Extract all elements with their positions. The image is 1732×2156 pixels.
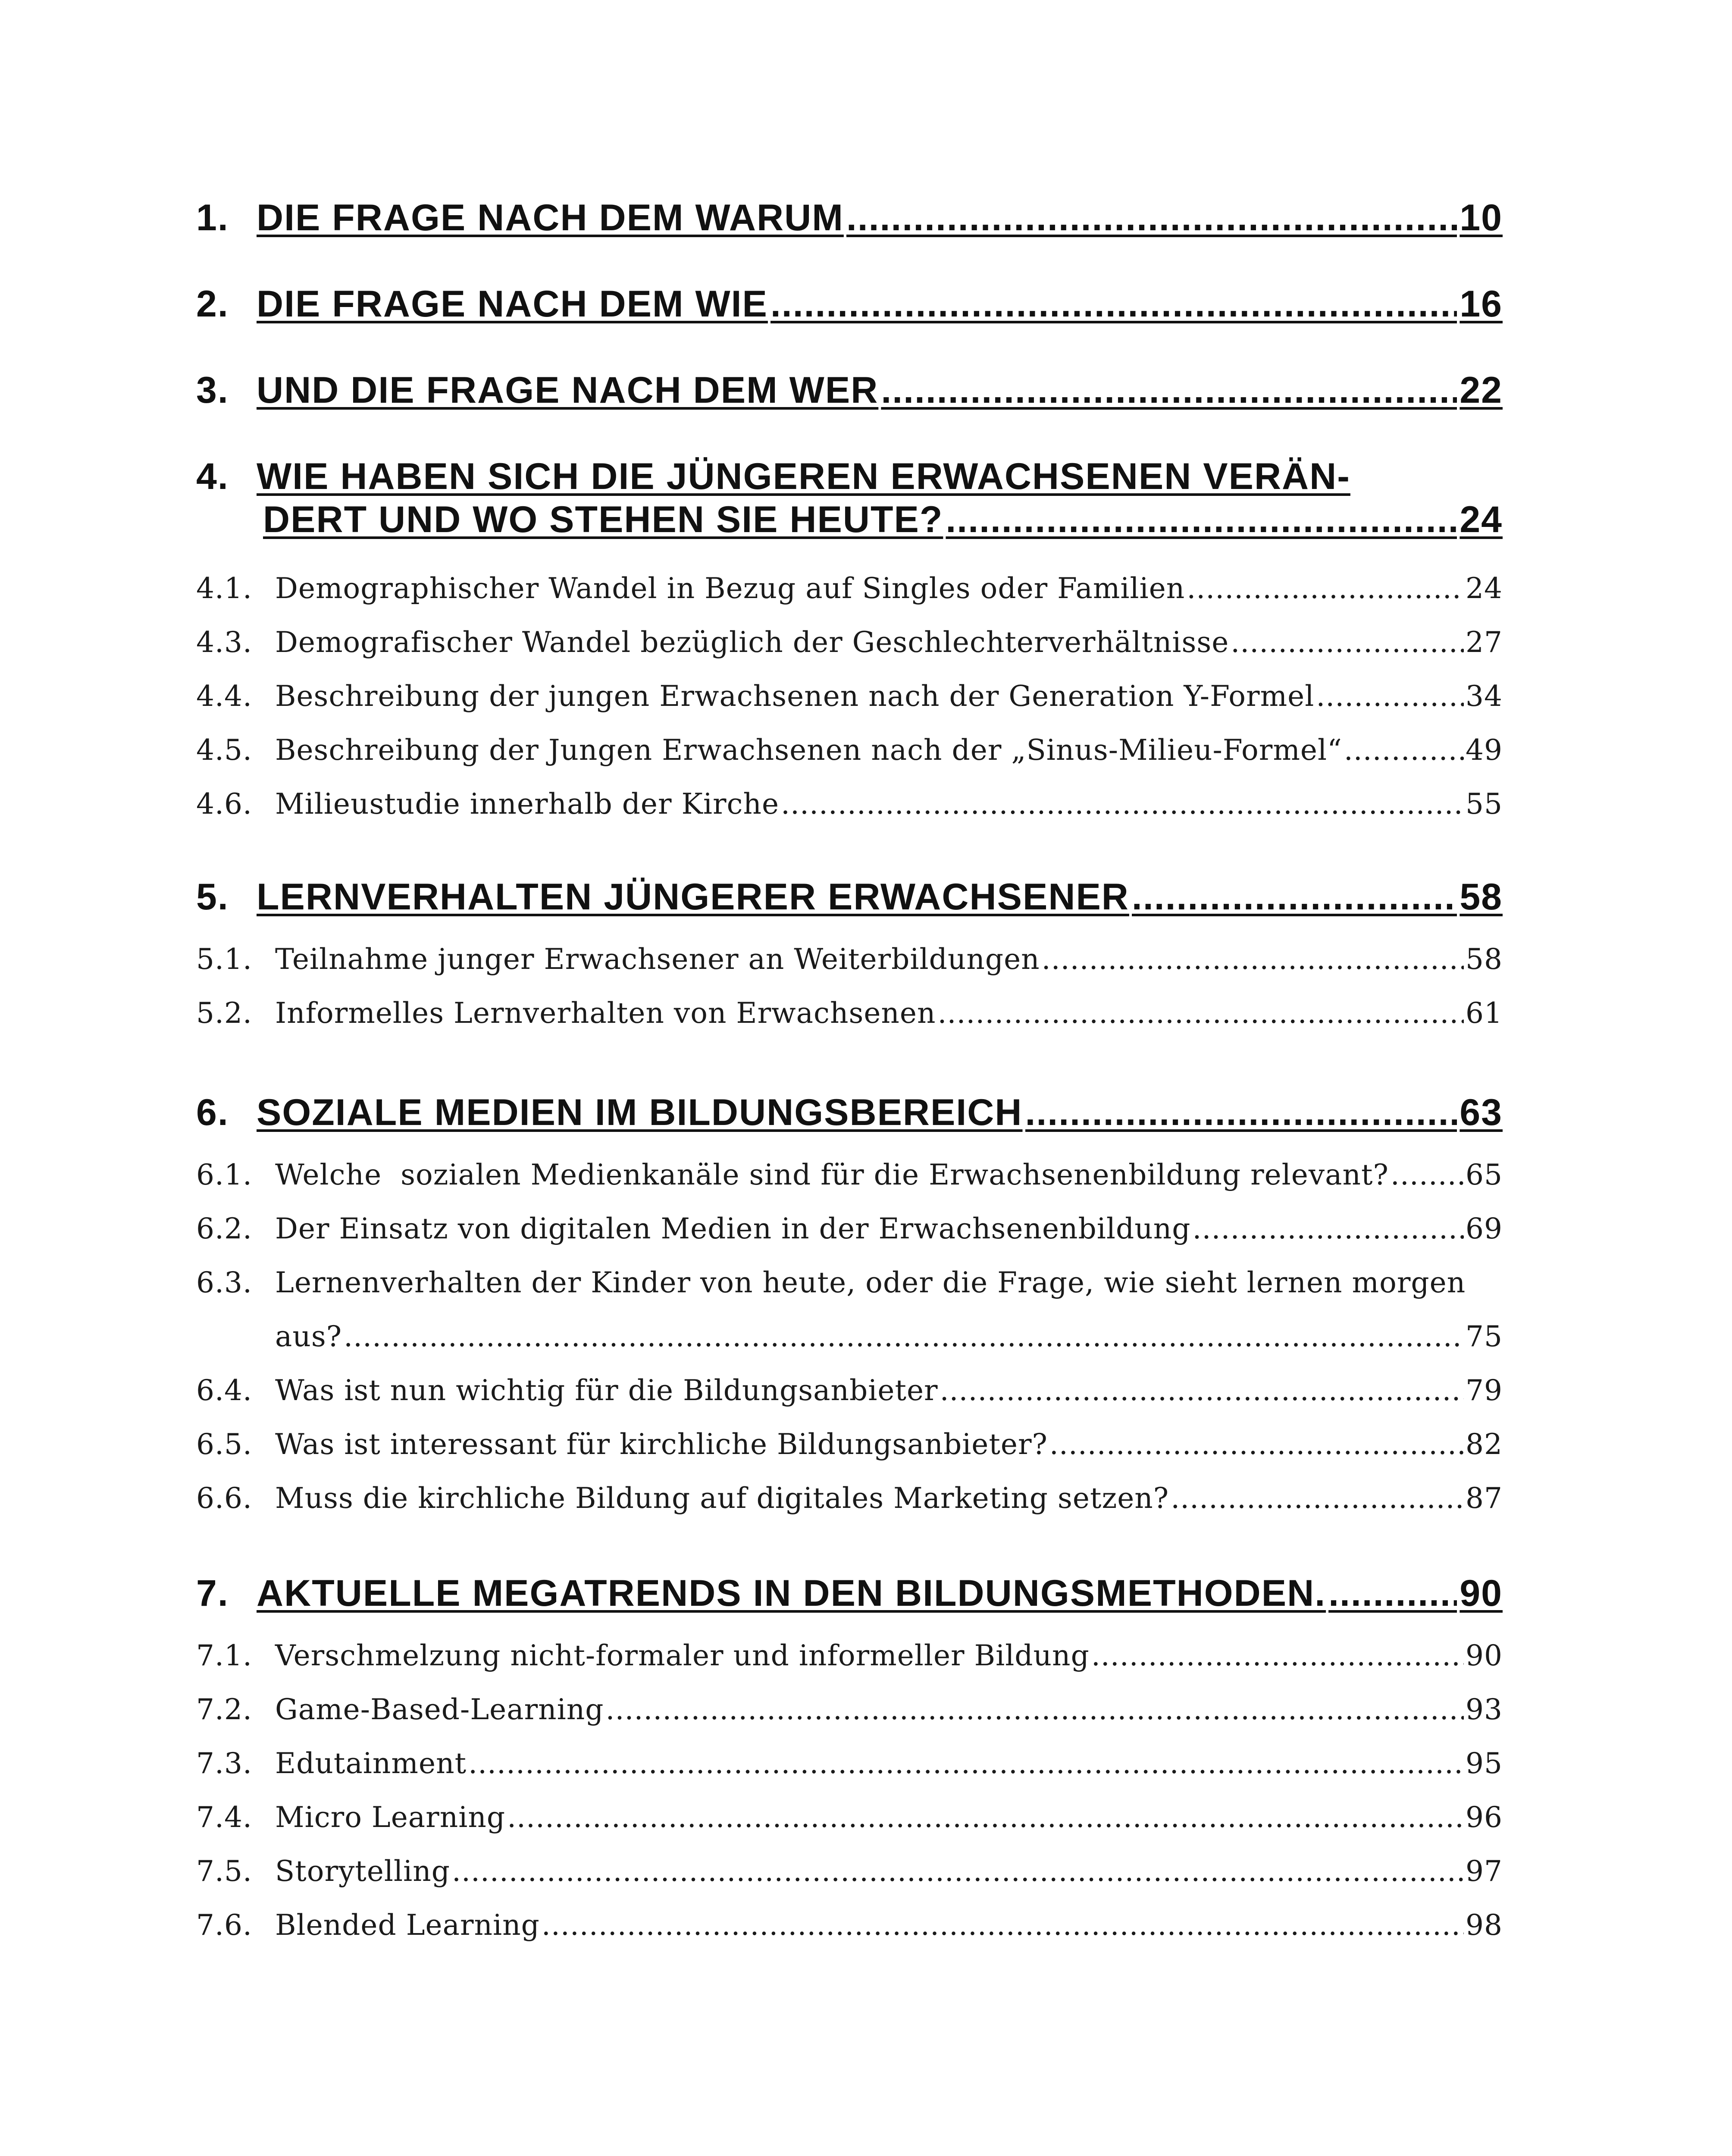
dot-leader <box>452 1852 1464 1891</box>
section-number: 5.1. <box>196 943 252 976</box>
section-number: 4.4. <box>196 680 252 713</box>
page-number: 98 <box>1466 1908 1503 1942</box>
section-title: Muss die kirchliche Bildung auf digitales Marketing setzen? <box>275 1482 1169 1515</box>
section-entry-line-1[interactable] <box>275 1263 1503 1302</box>
section-title: Game-Based-Learning <box>275 1693 604 1726</box>
dot-leader <box>1171 1479 1464 1518</box>
section-entry[interactable] <box>275 994 1503 1033</box>
section-title: Beschreibung der Jungen Erwachsenen nach der „Sinus-Milieu-Formel“ <box>275 733 1342 767</box>
section-entry[interactable] <box>275 1210 1503 1248</box>
page-number: 63 <box>1460 1092 1503 1133</box>
dot-leader <box>1132 875 1457 918</box>
section-entry[interactable] <box>275 731 1503 770</box>
section-number: 7.5. <box>196 1855 252 1888</box>
chapter-number: 6. <box>196 1092 229 1133</box>
page-number: 58 <box>1466 943 1503 976</box>
dot-leader <box>1316 677 1464 716</box>
section-title: Milieustudie innerhalb der Kirche <box>275 787 780 821</box>
dot-leader <box>1049 1425 1464 1464</box>
page-number: 87 <box>1466 1482 1503 1515</box>
section-entry[interactable] <box>275 677 1503 716</box>
chapter-title-line-1: WIE HABEN SICH DIE JÜNGEREN ERWACHSENEN VERÄN- <box>257 456 1350 497</box>
dot-leader <box>606 1690 1464 1729</box>
section-number: 6.1. <box>196 1158 252 1191</box>
chapter-number: 1. <box>196 197 229 238</box>
section-entry[interactable] <box>275 1156 1503 1194</box>
page-number: 49 <box>1466 733 1503 767</box>
page-number: 27 <box>1466 626 1503 659</box>
page-number: 93 <box>1466 1693 1503 1726</box>
dot-leader <box>1025 1091 1457 1134</box>
section-title: Micro Learning <box>275 1801 506 1834</box>
section-title: Welche sozialen Medienkanäle sind für die Erwachsenenbildung relevant? <box>275 1158 1389 1191</box>
dot-leader <box>881 369 1457 412</box>
section-title: Demografischer Wandel bezüglich der Geschlechterverhältnisse <box>275 626 1229 659</box>
page-number: 16 <box>1460 283 1503 325</box>
dot-leader <box>542 1906 1464 1945</box>
dot-leader <box>1231 623 1464 662</box>
page-number: 24 <box>1466 572 1503 605</box>
section-title: Informelles Lernverhalten von Erwachsenen <box>275 997 936 1030</box>
section-number: 4.5. <box>196 733 252 767</box>
page-number: 10 <box>1460 197 1503 238</box>
page-number: 61 <box>1466 997 1503 1030</box>
page-number: 65 <box>1466 1158 1503 1191</box>
section-number: 4.1. <box>196 572 252 605</box>
section-title: Edutainment <box>275 1747 467 1780</box>
section-entry[interactable] <box>275 1798 1503 1837</box>
section-title: Verschmelzung nicht-formaler und informeller Bildung <box>275 1639 1090 1672</box>
section-entry-line-2[interactable] <box>275 1317 1503 1356</box>
section-entry[interactable] <box>275 623 1503 662</box>
chapter-entry[interactable] <box>257 875 1503 918</box>
chapter-title: AKTUELLE MEGATRENDS IN DEN BILDUNGSMETHODEN. <box>257 1573 1326 1614</box>
section-entry[interactable] <box>275 1479 1503 1518</box>
chapter-title-line-2: DERT UND WO STEHEN SIE HEUTE? <box>263 499 943 540</box>
page-number: 79 <box>1466 1374 1503 1407</box>
section-number: 7.3. <box>196 1747 252 1780</box>
chapter-entry[interactable] <box>257 282 1503 326</box>
page-number: 34 <box>1466 680 1503 713</box>
page-number: 58 <box>1460 876 1503 918</box>
chapter-entry[interactable] <box>257 196 1503 239</box>
dot-leader <box>468 1744 1464 1783</box>
dot-leader <box>946 498 1457 541</box>
section-entry[interactable] <box>275 1906 1503 1945</box>
page-number: 97 <box>1466 1855 1503 1888</box>
chapter-title: SOZIALE MEDIEN IM BILDUNGSBEREICH <box>257 1092 1023 1133</box>
section-entry[interactable] <box>275 1371 1503 1410</box>
chapter-number: 5. <box>196 876 229 918</box>
section-number: 6.5. <box>196 1428 252 1461</box>
page-number: 22 <box>1460 370 1503 411</box>
section-entry[interactable] <box>275 569 1503 608</box>
dot-leader <box>937 994 1464 1033</box>
section-entry[interactable] <box>275 1425 1503 1464</box>
dot-leader <box>1091 1636 1464 1675</box>
chapter-entry[interactable] <box>257 1572 1503 1615</box>
section-title: Teilnahme junger Erwachsener an Weiterbildungen <box>275 943 1040 976</box>
section-title: Beschreibung der jungen Erwachsenen nach der Generation Y-Formel <box>275 680 1315 713</box>
section-title: Was ist nun wichtig für die Bildungsanbieter <box>275 1374 938 1407</box>
section-number: 7.4. <box>196 1801 252 1834</box>
section-entry[interactable] <box>275 1852 1503 1891</box>
section-number: 6.2. <box>196 1212 252 1245</box>
chapter-entry[interactable] <box>257 369 1503 412</box>
table-of-contents <box>196 0 1503 2156</box>
section-title: Der Einsatz von digitalen Medien in der Erwachsenenbildung <box>275 1212 1191 1245</box>
page-number: 75 <box>1466 1320 1503 1353</box>
chapter-title: DIE FRAGE NACH DEM WIE <box>257 283 768 325</box>
section-number: 4.6. <box>196 787 252 821</box>
dot-leader <box>940 1371 1464 1410</box>
dot-leader <box>770 282 1457 326</box>
dot-leader <box>1187 569 1464 608</box>
page-number: 90 <box>1460 1573 1503 1614</box>
page-number: 90 <box>1466 1639 1503 1672</box>
section-number: 6.6. <box>196 1482 252 1515</box>
chapter-number: 2. <box>196 283 229 325</box>
chapter-title: UND DIE FRAGE NACH DEM WER <box>257 370 879 411</box>
section-number: 7.2. <box>196 1693 252 1726</box>
dot-leader <box>1193 1210 1464 1248</box>
section-title: Storytelling <box>275 1855 450 1888</box>
page-number: 69 <box>1466 1212 1503 1245</box>
chapter-entry-line-1[interactable] <box>257 455 1503 498</box>
section-entry[interactable] <box>275 1690 1503 1729</box>
dot-leader <box>344 1317 1464 1356</box>
page-number: 55 <box>1466 787 1503 821</box>
dot-leader <box>1391 1156 1464 1194</box>
chapter-number: 7. <box>196 1573 229 1614</box>
dot-leader <box>1328 1572 1457 1615</box>
section-title-line-2: aus? <box>275 1320 342 1353</box>
section-entry[interactable] <box>275 1744 1503 1783</box>
page-number: 82 <box>1466 1428 1503 1461</box>
chapter-number: 4. <box>196 456 229 497</box>
section-entry[interactable] <box>275 940 1503 979</box>
section-title: Was ist interessant für kirchliche Bildungsanbieter? <box>275 1428 1048 1461</box>
page-number: 96 <box>1466 1801 1503 1834</box>
section-number: 5.2. <box>196 997 252 1030</box>
chapter-entry[interactable] <box>257 1091 1503 1134</box>
chapter-entry-line-2[interactable] <box>263 498 1503 541</box>
section-number: 4.3. <box>196 626 252 659</box>
dot-leader <box>781 785 1464 824</box>
dot-leader <box>1042 940 1464 979</box>
section-title: Blended Learning <box>275 1908 540 1942</box>
page-number: 95 <box>1466 1747 1503 1780</box>
section-number: 7.1. <box>196 1639 252 1672</box>
section-title: Demographischer Wandel in Bezug auf Singles oder Familien <box>275 572 1185 605</box>
page-number: 24 <box>1460 499 1503 540</box>
section-number: 6.4. <box>196 1374 252 1407</box>
chapter-title: LERNVERHALTEN JÜNGERER ERWACHSENER <box>257 876 1129 918</box>
section-entry[interactable] <box>275 785 1503 824</box>
dot-leader <box>507 1798 1464 1837</box>
section-title-line-1: Lernenverhalten der Kinder von heute, oder die Frage, wie sieht lernen morgen <box>275 1266 1466 1299</box>
section-number: 6.3. <box>196 1266 252 1299</box>
dot-leader <box>846 196 1457 239</box>
chapter-number: 3. <box>196 370 229 411</box>
section-number: 7.6. <box>196 1908 252 1942</box>
dot-leader <box>1344 731 1464 770</box>
section-entry[interactable] <box>275 1636 1503 1675</box>
chapter-title: DIE FRAGE NACH DEM WARUM <box>257 197 844 238</box>
